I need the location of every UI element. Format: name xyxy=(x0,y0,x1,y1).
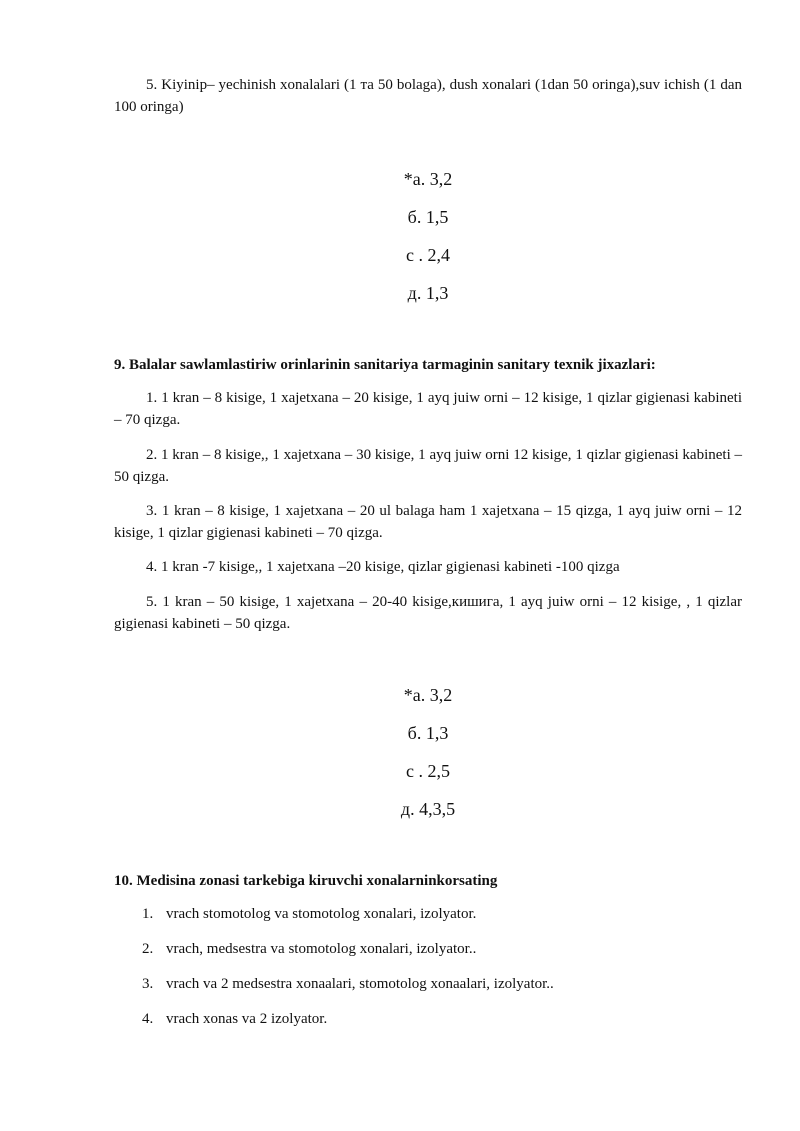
answer-b: б. 1,5 xyxy=(407,207,449,227)
answer-a: *a. 3,2 xyxy=(403,685,453,705)
question-9-title: 9. Balalar sawlamlastiriw orinlarinin sanitariya tarmaginin sanitary texnik jixazlari: xyxy=(114,357,656,373)
list-item xyxy=(142,973,554,995)
answer-c: с . 2,5 xyxy=(406,761,450,781)
q9-item-2: 2. 1 kran – 8 kisige,, 1 xajetxana – 30 kisige, 1 ayq juiw orni 12 kisige, 1 qizlar gigienasi kabineti – 50 qizga. xyxy=(114,447,742,485)
list-text: vrach xonas va 2 izolyator. xyxy=(166,1011,328,1027)
answer-options-top xyxy=(300,160,556,312)
q9-item-4: 4. 1 kran -7 kisige,, 1 xajetxana –20 kisige, qizlar gigienasi kabineti -100 qizga xyxy=(146,559,620,575)
list-number: 1. xyxy=(142,906,154,922)
question-10-title: 10. Medisina zonasi tarkebiga kiruvchi xonalarninkorsating xyxy=(114,873,498,889)
list-item xyxy=(142,938,476,960)
list-text: vrach va 2 medsestra xonaalari, stomotolog xonaalari, izolyator.. xyxy=(166,976,554,992)
list-text: vrach, medsestra va stomotolog xonalari, izolyator.. xyxy=(166,941,477,957)
q9-item-3: 3. 1 kran – 8 kisige, 1 xajetxana – 20 ul balaga ham 1 xajetxana – 15 qizga, 1 ayq juiw orni – 12 kisige, 1 qizlar gigienasi kabineti – 70 qizga. xyxy=(114,503,742,541)
top-item-5: 5. Kiyinip– yechinish xonalalari (1 та 50 bolaga), dush xonalari (1dan 50 oringa),suv ichish (1 dan 100 oringa) xyxy=(114,77,742,115)
q9-item-5: 5. 1 kran – 50 kisige, 1 xajetxana – 20-40 kisige,кишига, 1 ayq juiw orni – 12 kisige, , 1 qizlar gigienasi kabineti – 50 qizga. xyxy=(114,594,742,632)
list-number: 3. xyxy=(142,976,154,992)
answer-c: с . 2,4 xyxy=(406,245,450,265)
answer-options-q9 xyxy=(300,676,556,828)
list-number: 2. xyxy=(142,941,154,957)
answer-a: *a. 3,2 xyxy=(403,169,453,189)
list-item xyxy=(142,903,476,925)
answer-b: б. 1,3 xyxy=(407,723,449,743)
list-item xyxy=(142,1008,327,1030)
list-text: vrach stomotolog va stomotolog xonalari, izolyator. xyxy=(166,906,477,922)
list-number: 4. xyxy=(142,1011,154,1027)
answer-d: д. 1,3 xyxy=(407,283,449,303)
answer-d: д. 4,3,5 xyxy=(400,799,456,819)
q9-item-1: 1. 1 kran – 8 kisige, 1 xajetxana – 20 kisige, 1 ayq juiw orni – 12 kisige, 1 qizlar gigienasi kabineti – 70 qizga. xyxy=(114,390,742,428)
